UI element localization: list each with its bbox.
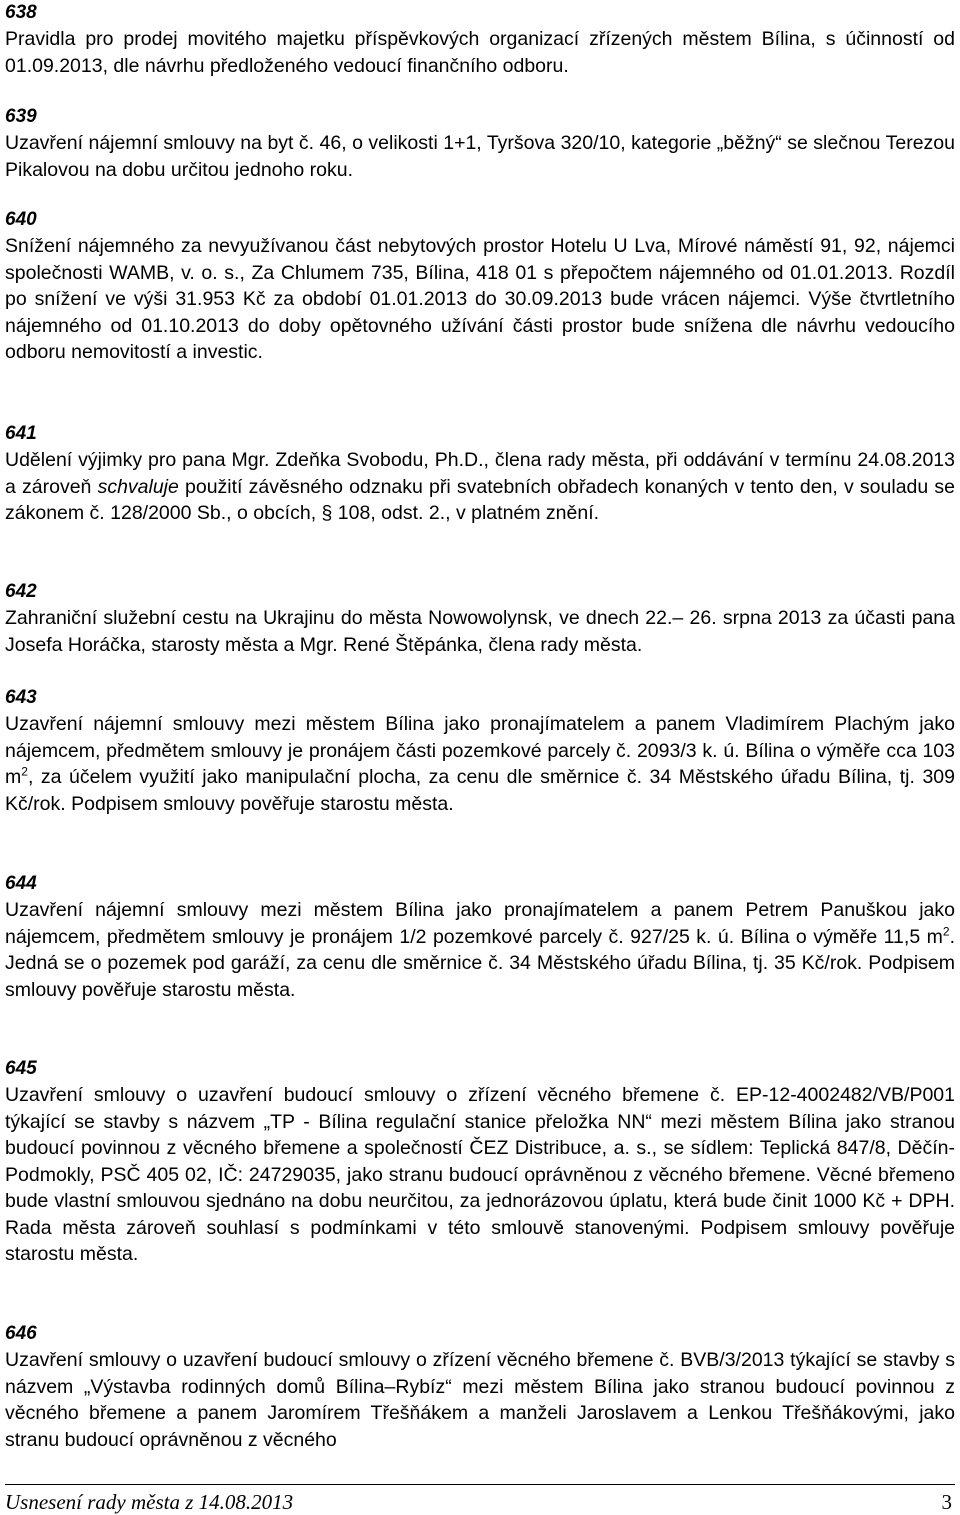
resolution-text: Uzavření nájemní smlouvy na byt č. 46, o velikosti 1+1, Tyršova 320/10, kategorie „běžný“ se slečnou Terezou Pikalovou na dobu určitou jednoho roku. (5, 132, 955, 181)
resolution-number: 645 (5, 1058, 37, 1079)
resolution-number: 641 (5, 423, 37, 444)
page-number: 3 (941, 1490, 952, 1514)
resolution-text: Uzavření smlouvy o uzavření budoucí smlouvy o zřízení věcného břemene č. EP-12-4002482/VB/P001 týkající se stavby s názvem „TP - Bílina regulační stanice přeložka NN“ mezi městem Bílina jako stranou budoucí povinnou z věcného břemene a společností ČEZ Distribuce, a. s., se sídlem: Teplická 847/8, Děčín-Podmokly, PSČ 405 02, IČ: 24729035, jako stranu budoucí oprávněnou z věcného břemene. Věcné břemeno bude vlastní smlouvou sjednáno na dobu neurčitou, za jednorázovou úplatu, která bude činit 1000 Kč + DPH. Rada města zároveň souhlasí s podmínkami v této smlouvě stanovenými. Podpisem smlouvy pověřuje starostu města. (5, 1084, 955, 1265)
resolution-638 (5, 0, 955, 79)
page-footer (0, 1474, 960, 1514)
resolution-text: Zahraniční služební cestu na Ukrajinu do města Nowowolynsk, ve dnech 22.– 26. srpna 2013 za účasti pana Josefa Horáčka, starosty města a Mgr. René Štěpánka, člena rady města. (5, 607, 955, 656)
resolution-640 (5, 207, 955, 366)
resolution-642 (5, 579, 955, 658)
resolution-641 (5, 421, 955, 527)
resolution-645 (5, 1056, 955, 1268)
footer-title: Usnesení rady města z 14.08.2013 (5, 1490, 294, 1514)
resolution-emphasis: schvaluje (97, 475, 179, 498)
resolution-number: 638 (5, 2, 37, 23)
resolution-text (5, 447, 955, 527)
resolution-text-part: Udělení výjimky pro pana Mgr. Zdeňka Svobodu, Ph.D., člena rady města, při oddávání v termínu 24.08.2013 a zároveň (5, 449, 955, 498)
superscript: 2 (21, 764, 28, 779)
resolution-number: 640 (5, 209, 37, 230)
resolution-text (5, 897, 955, 1003)
footer-divider (5, 1484, 955, 1485)
resolution-number: 642 (5, 581, 37, 602)
resolution-643 (5, 685, 955, 817)
resolution-text-part: , za účelem využití jako manipulační plocha, za cenu dle směrnice č. 34 Městského úřadu Bílina, tj. 309 Kč/rok. Podpisem smlouvy pověřuje starostu města. (5, 766, 955, 815)
superscript: 2 (942, 924, 950, 938)
resolution-text: Snížení nájemného za nevyužívanou část nebytových prostor Hotelu U Lva, Mírové náměstí 91, 92, nájemci společnosti WAMB, v. o. s., Za Chlumem 735, Bílina, 418 01 s přepočtem nájemného od 01.01.2013. Rozdíl po snížení ve výši 31.953 Kč za období 01.01.2013 do 30.09.2013 bude vrácen nájemci. Výše čtvrtletního nájemného od 01.10.2013 do doby opětovného užívání části prostor bude snížena dle návrhu vedoucího odboru nemovitostí a investic. (5, 235, 955, 363)
resolution-text: Pravidla pro prodej movitého majetku příspěvkových organizací zřízených městem Bílina, s účinností od 01.09.2013, dle návrhu předloženého vedoucí finančního odboru. (5, 28, 955, 77)
resolution-639 (5, 104, 955, 183)
resolution-number: 643 (5, 687, 37, 708)
resolution-text-part: . Jedná se o pozemek pod garáží, za cenu dle směrnice č. 34 Městského úřadu Bílina, tj. 35 Kč/rok. Podpisem smlouvy pověřuje starostu města. (5, 925, 955, 1001)
resolution-text-part: Uzavření nájemní smlouvy mezi městem Bílina jako pronajímatelem a panem Petrem Panuškou jako nájemcem, předmětem smlouvy je pronájem 1/2 pozemkové parcely č. 927/25 k. ú. Bílina o výměře 11,5 m (5, 899, 955, 948)
resolution-number: 646 (5, 1323, 37, 1344)
resolution-number: 644 (5, 873, 37, 894)
resolution-text-part: Uzavření nájemní smlouvy mezi městem Bílina jako pronajímatelem a panem Vladimírem Plachým jako nájemcem, předmětem smlouvy je pronájem části pozemkové parcely č. 2093/3 k. ú. Bílina o výměře cca 103 m (5, 713, 955, 788)
resolution-text: Uzavření smlouvy o uzavření budoucí smlouvy o zřízení věcného břemene č. BVB/3/2013 týkající se stavby s názvem „Výstavba rodinných domů Bílina–Rybíz“ mezi městem Bílina jako stranou budoucí povinnou z věcného břemene a panem Jaromírem Třešňákem a manželi Jaroslavem a Lenkou Třešňákovými, jako stranu budoucí oprávněnou z věcného (5, 1349, 955, 1451)
resolution-646 (5, 1321, 955, 1453)
resolution-644 (5, 871, 955, 1003)
resolution-text-part: použití závěsného odznaku při svatebních obřadech konaných v tento den, v souladu se zákonem č. 128/2000 Sb., o obcích, § 108, odst. 2., v platném znění. (5, 475, 955, 524)
resolution-number: 639 (5, 106, 37, 127)
resolution-text (5, 711, 955, 817)
